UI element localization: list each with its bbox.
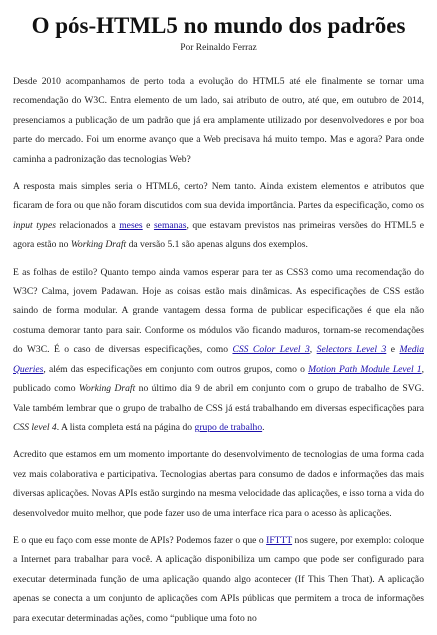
paragraph-2-text: da versão 5.1 são apenas alguns dos exemplos. (126, 239, 308, 251)
paragraph-3-text: e (386, 344, 400, 356)
selectors-level-3-label: Selectors Level 3 (316, 344, 387, 356)
css-level-4-term: CSS level 4 (13, 421, 57, 433)
paragraph-2 (13, 177, 424, 255)
article-body (13, 72, 424, 628)
media-queries-label: Media Queries (13, 344, 424, 375)
paragraph-4: Acredito que estamos em um momento importante do desenvolvimento de tecnologias de uma forma cada vez mais colaborativa e participativa. Tecnologias abertas para consumo de dados e informações das mais diversas aplicações. Novas APIs estão surgindo na mesma velocidade das aplicações, e isso torna a vida do desenvolvedor muito melhor, que pode fazer uso de uma interface rica para o acesso às aplicações. (13, 449, 424, 519)
article-author: Por Reinaldo Ferraz (180, 43, 257, 53)
motion-path-link[interactable] (308, 364, 421, 375)
paragraph-2-text: e (142, 219, 154, 231)
paragraph-1: Desde 2010 acompanhamos de perto toda a evolução do HTML5 até ele finalmente se tornar uma recomendação do W3C. Entra elemento de um lado, sai atributo de outro, até que, em outubro de 2014, presenciamos a publicação de um padrão que já era amplamente utilizado por desenvolvedores e por boa parte do mercado. Foi um enorme avanço que a Web precisava há muito tempo. Mas e agora? Para onde caminha a padronização das tecnologias Web? (13, 76, 424, 165)
paragraph-3-text: . A lista completa está na página do (56, 421, 195, 433)
article-title: O pós-HTML5 no mundo dos padrões (31, 13, 406, 38)
paragraph-3-text: E as folhas de estilo? Quanto tempo ainda vamos esperar para ter as CSS3 como uma recomendação do W3C? Calma, jovem Padawan. Hoje as coisas estão mais dinâmicas. As especificações de CSS estão saindo de forma modular. A grande vantagem dessa forma de publicar especificações é que ela não costuma demorar tanto para sair. Conforme os módulos vão ficando maduros, tornam-se recomendações do W3C. É o caso de diversas especificações, como (13, 266, 424, 356)
paragraph-2-text: A resposta mais simples seria o HTML6, certo? Nem tanto. Ainda existem elementos e atributos que ficaram de fora ou que não foram discutidos com sua devida importância. Partes da especificação, como os (13, 181, 424, 212)
ifttt-link[interactable]: IFTTT (266, 534, 293, 546)
paragraph-5-text: nos sugere, por exemplo: coloque a Internet para trabalhar para você. A aplicação disponibiliza um campo que pode ser configurado para executar determinada função de uma aplicação quando algo acontecer (If This Then That). A aplicação apenas se conecta a um conjunto de aplicações com APIs públicas que permitem a troca de informações para executar determinadas ações, como “publique uma foto no (13, 534, 424, 624)
paragraph-3-text: , (309, 344, 317, 356)
paragraph-5-text: E o que eu faço com esse monte de APIs? Podemos fazer o que o (13, 534, 267, 546)
grupo-de-trabalho-link[interactable]: grupo de trabalho (194, 421, 263, 433)
css-color-level-3-link[interactable] (232, 344, 309, 355)
paragraph-3-text: no último dia 9 de abril em conjunto com o grupo de trabalho de SVG. Vale também lembrar que o grupo de trabalho de CSS já está trabalhando em diversas especificações para (13, 383, 424, 414)
motion-path-label: Motion Path Module Level 1 (308, 363, 422, 375)
working-draft-term: Working Draft (70, 239, 127, 251)
paragraph-3-text: , publicado como (13, 363, 425, 395)
paragraph-2-text: , que estavam previstos nas primeiras versões do HTML5 e agora estão no (13, 219, 424, 251)
selectors-level-3-link[interactable] (317, 344, 387, 355)
working-draft-term: Working Draft (78, 383, 136, 395)
input-types-term: input types (13, 219, 56, 231)
paragraph-3-text: . (262, 421, 265, 433)
paragraph-3-text: , além das especificações em conjunto com outros grupos, como o (43, 363, 309, 375)
semanas-link[interactable]: semanas (153, 219, 187, 231)
meses-link[interactable]: meses (119, 219, 143, 231)
paragraph-5 (13, 531, 424, 628)
paragraph-2-text: relacionados a (55, 219, 120, 231)
paragraph-3 (13, 263, 424, 438)
css-color-level-3-label: CSS Color Level 3 (232, 344, 310, 356)
